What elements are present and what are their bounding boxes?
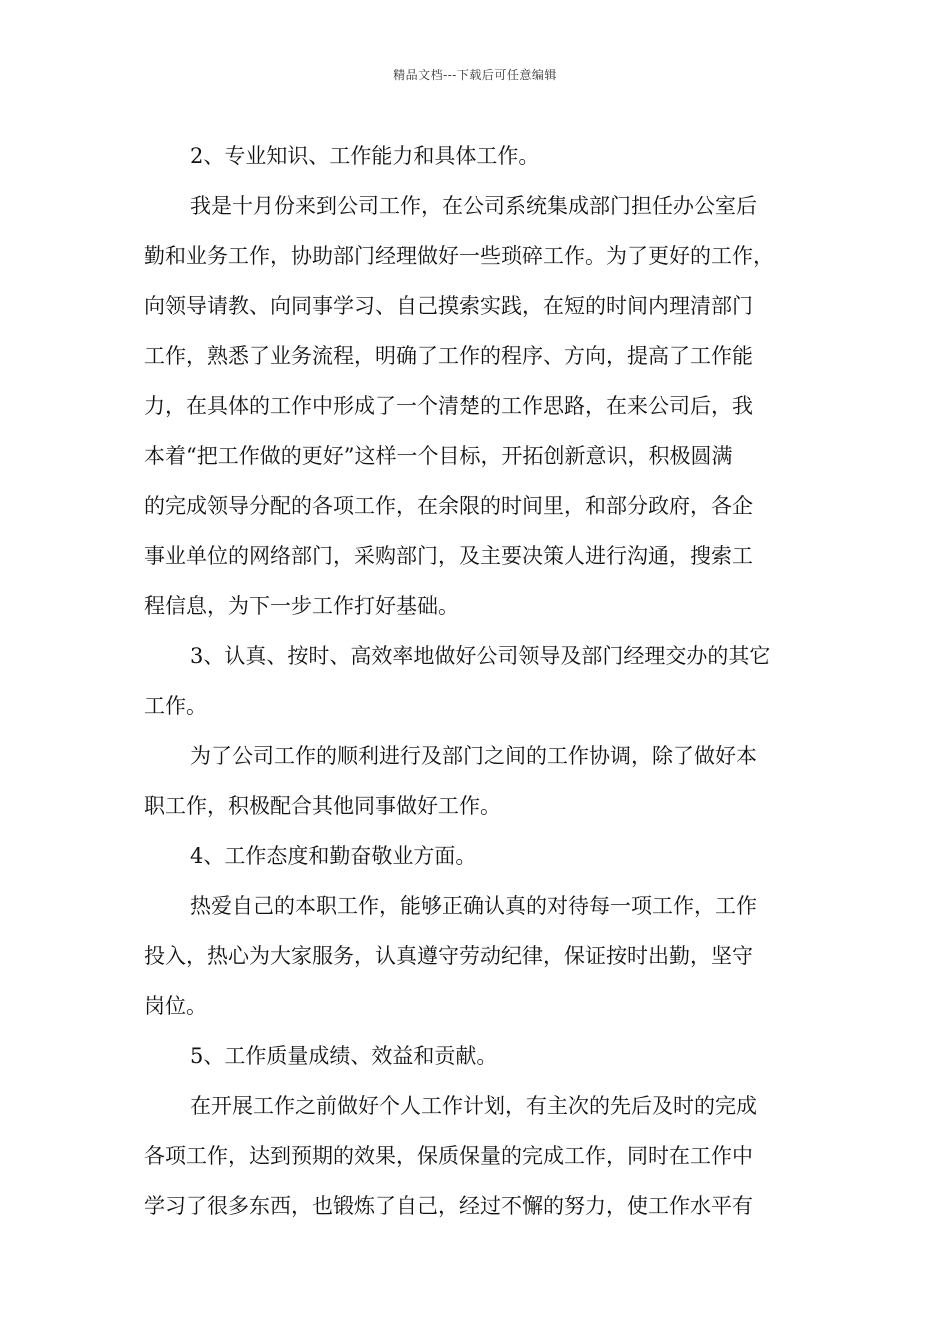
paragraph-section-4-heading xyxy=(144,831,820,881)
paragraph-section-4-body xyxy=(144,881,820,1031)
text-line: 岗位。 xyxy=(144,994,207,1018)
text-line: 5、工作质量成绩、效益和贡献。 xyxy=(190,1044,498,1068)
text-line: 为了公司工作的顺利进行及部门之间的工作协调，除了做好本 xyxy=(190,744,757,768)
paragraph-section-3-heading xyxy=(144,631,820,731)
text-line: 职工作，积极配合其他同事做好工作。 xyxy=(144,794,501,818)
text-line: 各项工作，达到预期的效果，保质保量的完成工作，同时在工作中 xyxy=(144,1144,753,1168)
text-line: 在开展工作之前做好个人工作计划，有主次的先后及时的完成 xyxy=(190,1094,757,1118)
text-line: 本着“把工作做的更好”这样一个目标，开拓创新意识，积极圆满 xyxy=(144,444,733,468)
paragraph-section-2-heading xyxy=(144,131,820,181)
paragraph-section-2-body xyxy=(144,181,820,631)
text-line: 事业单位的网络部门，采购部门，及主要决策人进行沟通，搜索工 xyxy=(144,544,753,568)
text-line: 2、专业知识、工作能力和具体工作。 xyxy=(190,144,540,168)
paragraph-section-3-body xyxy=(144,731,820,831)
text-line: 热爱自己的本职工作，能够正确认真的对待每一项工作，工作 xyxy=(190,894,757,918)
text-line: 我是十月份来到公司工作，在公司系统集成部门担任办公室后 xyxy=(190,194,757,218)
text-line: 工作。 xyxy=(144,694,207,718)
text-line: 程信息，为下一步工作打好基础。 xyxy=(144,594,459,618)
text-line: 力，在具体的工作中形成了一个清楚的工作思路，在来公司后，我 xyxy=(144,394,753,418)
text-line: 4、工作态度和勤奋敬业方面。 xyxy=(190,844,477,868)
text-line: 勤和业务工作，协助部门经理做好一些琐碎工作。为了更好的工作， xyxy=(144,244,774,268)
text-line: 学习了很多东西，也锻炼了自己，经过不懈的努力，使工作水平有 xyxy=(144,1194,753,1218)
text-line: 工作，熟悉了业务流程，明确了工作的程序、方向，提高了工作能 xyxy=(144,344,753,368)
text-line: 的完成领导分配的各项工作，在余限的时间里，和部分政府，各企 xyxy=(144,494,753,518)
paragraph-section-5-body xyxy=(144,1081,820,1231)
text-line: 向领导请教、向同事学习、自己摸索实践，在短的时间内理清部门 xyxy=(144,294,753,318)
page-header: 精品文档---下载后可任意编辑 xyxy=(393,68,557,82)
document-body xyxy=(144,131,820,1231)
text-line: 3、认真、按时、高效率地做好公司领导及部门经理交办的其它 xyxy=(190,644,771,668)
paragraph-section-5-heading xyxy=(144,1031,820,1081)
text-line: 投入，热心为大家服务，认真遵守劳动纪律，保证按时出勤，坚守 xyxy=(144,944,753,968)
